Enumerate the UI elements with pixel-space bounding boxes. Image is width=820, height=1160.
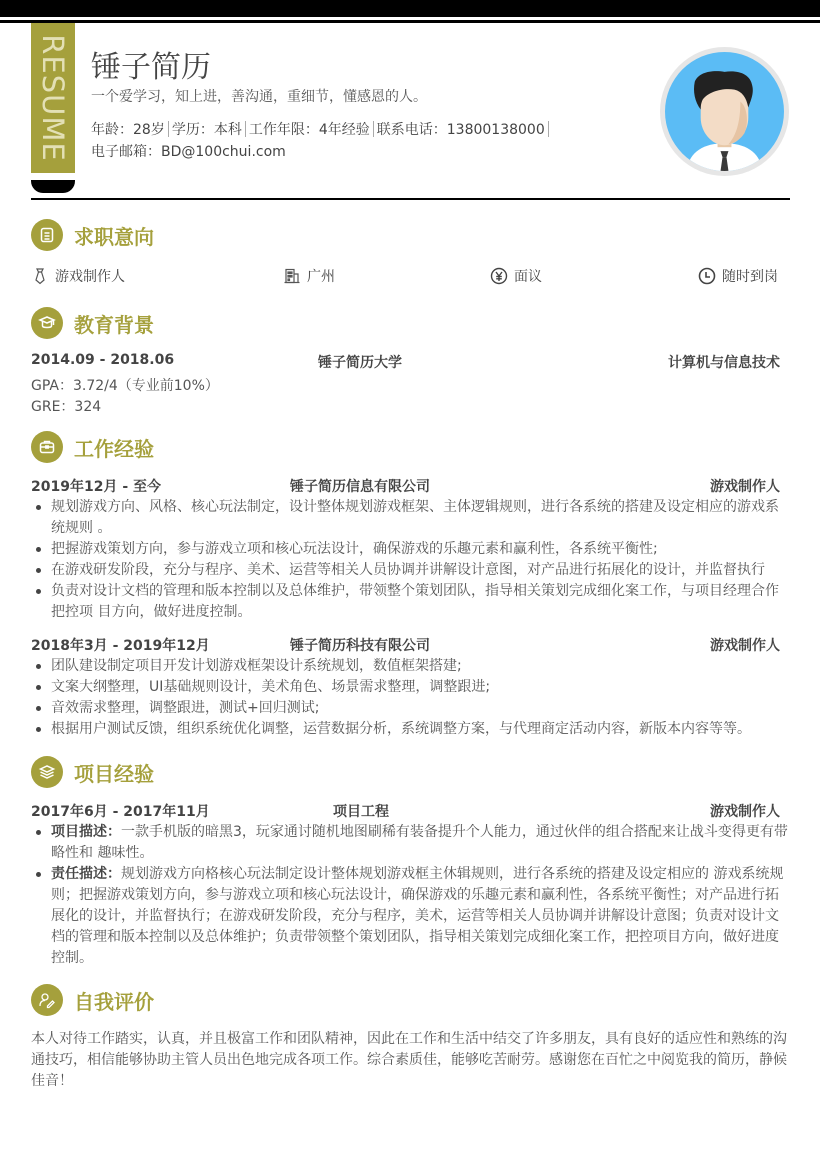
info-experience: 工作年限：4年经验 [248,122,370,138]
graduation-cap-icon [31,307,63,339]
user-avatar-icon [665,52,784,171]
list-item: 负责对设计文档的管理和版本控制以及总体维护，带领整个策划团队，指导相关策划完成细化案工作，与项目经理合作把控项 目方向，做好进度控制。 [31,581,791,623]
education-gre: GRE：324 [31,399,102,415]
project-role: 游戏制作人 [710,804,780,820]
divider [548,121,549,137]
clipboard-icon [31,219,63,251]
project-bullets [31,822,791,969]
resume-tab-cap [31,180,75,193]
divider [168,121,169,137]
intent-position: 游戏制作人 [31,266,125,286]
briefcase-icon [31,431,63,463]
section-label: 工作经验 [74,436,154,461]
list-item: 责任描述：规划游戏方向格核心玩法制定设计整体规划游戏框主休辑规则，进行各系统的搭建及设定相应的 游戏系统规则；把握游戏策划方向，参与游戏立项和核心玩法设计，确保游戏的乐趣元素和赢利性，各系统平衡性；对产品进行拓展化的设计，并监督执行；在游戏研发阶段，充分与程序，美术，运营等相关人员协调并讲解设计意图；负责对设计文档的管理和版本控制以及总体维护；负责带领整个策划团队，指导相关策划完成细化案工作，把控项目方向，做好进度控制。 [31,864,791,969]
resume-tab-label: RESUME [36,34,70,162]
section-education-title [31,307,154,339]
info-email: 电子邮箱：BD@100chui.com [91,144,286,160]
work-period: 2019年12月 - 至今 [31,479,162,495]
education-gpa: GPA：3.72/4（专业前10%） [31,378,219,394]
user-edit-icon [31,984,63,1016]
work-bullets [31,497,791,623]
work-role: 游戏制作人 [710,479,780,495]
info-phone: 联系电话：13800138000 [376,122,545,138]
section-label: 求职意向 [74,224,154,249]
list-item: 文案大纲整理，UI基础规则设计，美术角色、场景需求整理，调整跟进; [31,677,791,698]
project-name: 项目工程 [333,804,389,820]
layers-icon [31,756,63,788]
top-bar [0,0,820,17]
candidate-name: 锤子简历 [91,50,211,85]
work-role: 游戏制作人 [710,638,780,654]
intent-availability: 随时到岗 [698,266,778,286]
list-item: 团队建设制定项目开发计划游戏框架设计系统规划，数值框架搭建; [31,656,791,677]
education-entry [31,352,780,372]
divider [373,121,374,137]
work-entry-header [31,635,780,655]
yen-icon [490,267,508,285]
section-label: 教育背景 [74,312,154,337]
project-period: 2017年6月 - 2017年11月 [31,804,210,820]
section-label: 项目经验 [74,761,154,786]
list-item: 根据用户测试反馈，组织系统优化调整，运营数据分析，系统调整方案，与代理商定活动内容，新版本内容等等。 [31,719,791,740]
work-company: 锤子简历信息有限公司 [290,479,430,495]
section-work-title [31,431,154,463]
work-bullets [31,656,791,740]
tie-icon [31,267,49,285]
intent-city: 广州 [283,266,335,286]
list-item: 在游戏研发阶段，充分与程序、美术、运营等相关人员协调并讲解设计意图，对产品进行拓展化的设计，并监督执行 [31,560,791,581]
intent-salary: 面议 [490,266,542,286]
list-item: 规划游戏方向、风格、核心玩法制定，设计整体规划游戏框架、主体逻辑规则，进行各系统的搭建及设定相应的游戏系统规则 。 [31,497,791,539]
education-major: 计算机与信息技术 [668,355,780,371]
clock-icon [698,267,716,285]
section-self-title [31,984,154,1016]
section-project-title [31,756,154,788]
list-item: 把握游戏策划方向，参与游戏立项和核心玩法设计，确保游戏的乐趣元素和赢利性，各系统平衡性; [31,539,791,560]
job-intent-row [31,266,780,286]
resume-tab [31,23,75,173]
avatar [660,47,789,176]
list-item: 音效需求整理，调整跟进，测试+回归测试; [31,698,791,719]
project-entry-header [31,801,780,821]
header-divider [31,198,790,200]
work-entry-header [31,476,780,496]
section-label: 自我评价 [74,989,154,1014]
self-evaluation-text: 本人对待工作踏实，认真，并且极富工作和团队精神，因此在工作和生活中结交了许多朋友，具有良好的适应性和熟练的沟通技巧，相信能够协助主管人员出色地完成各项工作。综合素质佳，能够吃苦耐劳。感谢您在百忙之中阅览我的简历，静候佳音！ [31,1031,787,1089]
info-age: 年龄：28岁 [91,122,165,138]
candidate-info [91,119,552,139]
work-company: 锤子简历科技有限公司 [290,638,430,654]
section-intent-title [31,219,154,251]
divider [245,121,246,137]
education-period: 2014.09 - 2018.06 [31,352,175,368]
building-icon [283,267,301,285]
candidate-motto: 一个爱学习，知上进，善沟通，重细节，懂感恩的人。 [91,89,427,105]
work-period: 2018年3月 - 2019年12月 [31,638,210,654]
education-school: 锤子简历大学 [318,355,402,371]
list-item: 项目描述：一款手机版的暗黑3，玩家通讨随机地图刷稀有装备提升个人能力，通过伙伴的组合搭配来让战斗变得更有带略性和 趣味性。 [31,822,791,864]
info-education: 学历：本科 [171,122,242,138]
top-rule [0,20,820,23]
